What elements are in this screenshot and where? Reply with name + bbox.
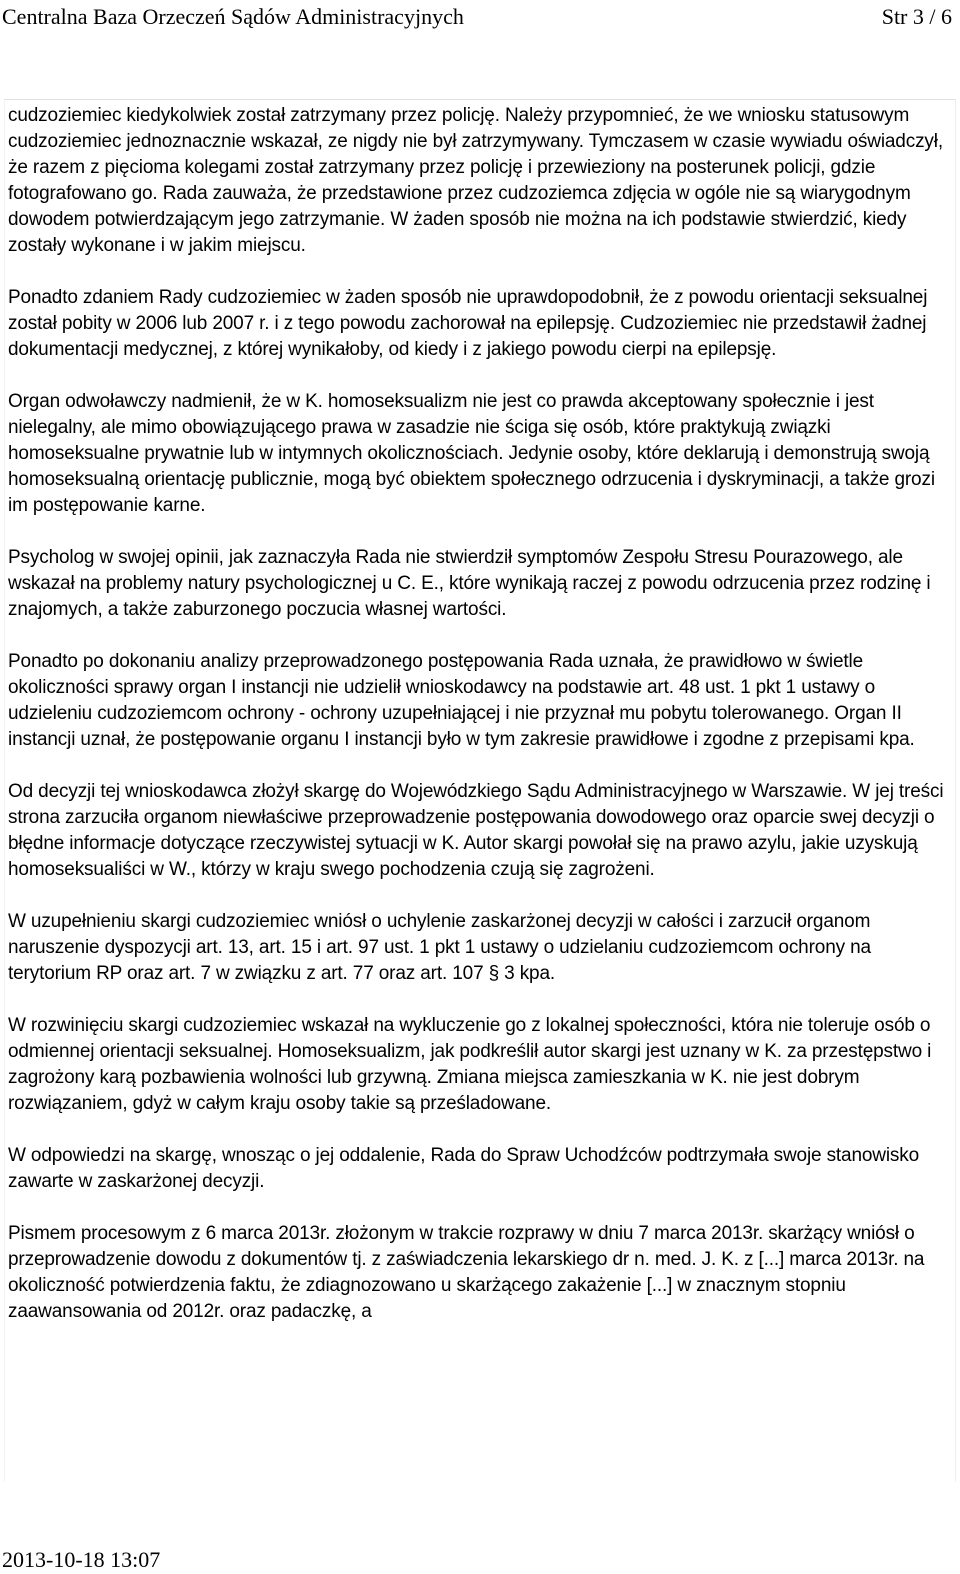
page-header — [0, 0, 960, 40]
paragraph: Ponadto po dokonaniu analizy przeprowadzonego postępowania Rada uznała, że prawidłowo w świetle okoliczności sprawy organ I instancji nie udzielił wnioskodawcy na podstawie art. 48 ust. 1 pkt 1 ustawy o udzieleniu cudzoziemcom ochrony - ochrony uzupełniającej i nie przyznał mu pobytu tolerowanego. Organ II instancji uznał, że postępowanie organu I instancji było w tym zakresie prawidłowe i zgodne z przepisami kpa. — [8, 651, 915, 750]
page-number: Str 3 / 6 — [881, 4, 952, 29]
paragraph: W rozwinięciu skargi cudzoziemiec wskazał na wykluczenie go z lokalnej społeczności, która nie toleruje osób o odmiennej orientacji seksualnej. Homoseksualizm, jak podkreślił autor skargi jest uznany w K. za przestępstwo i zagrożony karą pozbawienia wolności lub grzywną. Zmiana miejsca zamieszkania w K. nie jest dobrym rozwiązaniem, gdyż w całym kraju osoby takie są prześladowane. — [8, 1015, 932, 1114]
document-source-title: Centralna Baza Orzeczeń Sądów Administracyjnych — [2, 4, 464, 29]
print-timestamp: 2013-10-18 13:07 — [2, 1547, 161, 1572]
paragraph: Organ odwoławczy nadmienił, że w K. homoseksualizm nie jest co prawda akceptowany społecznie i jest nielegalny, ale mimo obowiązującego prawa w zasadzie nie ściga się osób, które praktykują związki homoseksualne prywatnie lub w intymnych okolicznościach. Jedynie osoby, które deklarują i demonstrują swoją homoseksualną orientację publicznie, mogą być obiektem społecznego odrzucenia i dyskryminacji, a także grozi im postępowanie karne. — [8, 391, 935, 516]
document-body — [8, 103, 950, 1481]
paragraph: Psycholog w swojej opinii, jak zaznaczyła Rada nie stwierdził symptomów Zespołu Stresu Pourazowego, ale wskazał na problemy natury psychologicznej u C. E., które wynikają raczej z powodu odrzucenia przez rodzinę i znajomych, a także zaburzonego poczucia własnej wartości. — [8, 547, 931, 620]
paragraph: Od decyzji tej wnioskodawca złożył skargę do Wojewódzkiego Sądu Administracyjnego w Warszawie. W jej treści strona zarzuciła organom niewłaściwe przeprowadzenie postępowania dowodowego oraz oparcie swej decyzji o błędne informacje dotyczące rzeczywistej sytuacji w K. Autor skargi powołał się na prawo azylu, jakie uzyskują homoseksualiści w W., którzy w kraju swego pochodzenia czują się zagrożeni. — [8, 781, 944, 880]
paragraph: W odpowiedzi na skargę, wnosząc o jej oddalenie, Rada do Spraw Uchodźców podtrzymała swoje stanowisko zawarte w zaskarżonej decyzji. — [8, 1145, 920, 1192]
paragraph: W uzupełnieniu skargi cudzoziemiec wniósł o uchylenie zaskarżonej decyzji w całości i zarzucił organom naruszenie dyspozycji art. 13, art. 15 i art. 97 ust. 1 pkt 1 ustawy o udzielaniu cudzoziemcom ochrony na terytorium RP oraz art. 7 w związku z art. 77 oraz art. 107 § 3 kpa. — [8, 911, 871, 984]
paragraph: Ponadto zdaniem Rady cudzoziemiec w żaden sposób nie uprawdopodobnił, że z powodu orientacji seksualnej został pobity w 2006 lub 2007 r. i z tego powodu zachorował na epilepsję. Cudzoziemiec nie przedstawił żadnej dokumentacji medycznej, z której wynikałoby, od kiedy i z jakiego powodu cierpi na epilepsję. — [8, 287, 928, 360]
paragraph: cudzoziemiec kiedykolwiek został zatrzymany przez policję. Należy przypomnieć, że we wniosku statusowym cudzoziemiec jednoznacznie wskazał, ze nigdy nie był zatrzymywany. Tymczasem w czasie wywiadu oświadczył, że razem z pięcioma kolegami został zatrzymany przez policję i przewieziony na posterunek policji, gdzie fotografowano go. Rada zauważa, że przedstawione przez cudzoziemca zdjęcia w ogóle nie są wiarygodnym dowodem potwierdzającym jego zatrzymanie. W żaden sposób nie można na ich podstawie stwierdzić, kiedy zostały wykonane i w jakim miejscu. — [8, 105, 943, 256]
paragraph: Pismem procesowym z 6 marca 2013r. złożonym w trakcie rozprawy w dniu 7 marca 2013r. skarżący wniósł o przeprowadzenie dowodu z dokumentów tj. z zaświadczenia lekarskiego dr n. med. J. K. z [...] marca 2013r. na okoliczność potwierdzenia faktu, że zdiagnozowano u skarżącego zakażenie [...] w znacznym stopniu zaawansowania od 2012r. oraz padaczkę, a — [8, 1223, 925, 1322]
